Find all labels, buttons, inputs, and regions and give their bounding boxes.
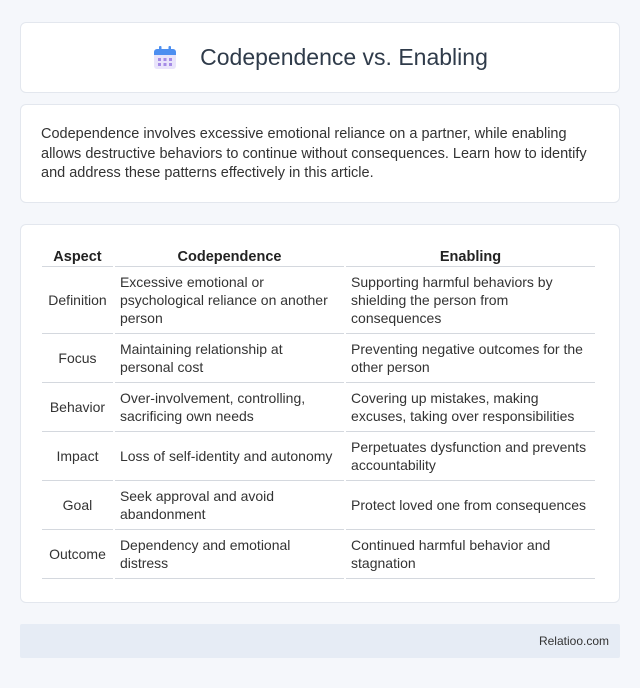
table-row [42,530,595,579]
header-aspect: Aspect [42,245,113,267]
row-codependence: Excessive emotional or psychological reliance on another person [115,267,344,334]
header-enabling: Enabling [346,245,595,267]
comparison-table [40,245,597,579]
table-row [42,432,595,481]
comparison-card [20,224,620,603]
table-row [42,267,595,334]
table-row [42,383,595,432]
row-enabling: Covering up mistakes, making excuses, taking over responsibilities [346,383,595,432]
row-codependence: Over-involvement, controlling, sacrificing own needs [115,383,344,432]
footer-brand[interactable]: Relatioo.com [538,634,609,648]
row-codependence: Seek approval and avoid abandonment [115,481,344,530]
intro-card [20,104,620,203]
row-enabling: Perpetuates dysfunction and prevents accountability [346,432,595,481]
row-aspect: Outcome [42,530,113,579]
row-aspect: Goal [42,481,113,530]
row-enabling: Protect loved one from consequences [346,481,595,530]
intro-text: Codependence involves excessive emotional reliance on a partner, while enabling allows destructive behaviors to continue without consequences. Learn how to identify and address these patterns effectively in this article. [41,126,587,181]
table-row [42,334,595,383]
calendar-icon [152,45,178,71]
row-codependence: Loss of self-identity and autonomy [115,432,344,481]
page-title: Codependence vs. Enabling [200,44,488,70]
row-enabling: Supporting harmful behaviors by shielding the person from consequences [346,267,595,334]
header-codependence: Codependence [115,245,344,267]
table-header-row [42,245,595,267]
row-aspect: Definition [42,267,113,334]
row-aspect: Impact [42,432,113,481]
row-enabling: Preventing negative outcomes for the other person [346,334,595,383]
title-card [20,22,620,93]
table-row [42,481,595,530]
row-codependence: Dependency and emotional distress [115,530,344,579]
row-aspect: Focus [42,334,113,383]
row-codependence: Maintaining relationship at personal cost [115,334,344,383]
row-enabling: Continued harmful behavior and stagnation [346,530,595,579]
footer [20,624,620,658]
row-aspect: Behavior [42,383,113,432]
